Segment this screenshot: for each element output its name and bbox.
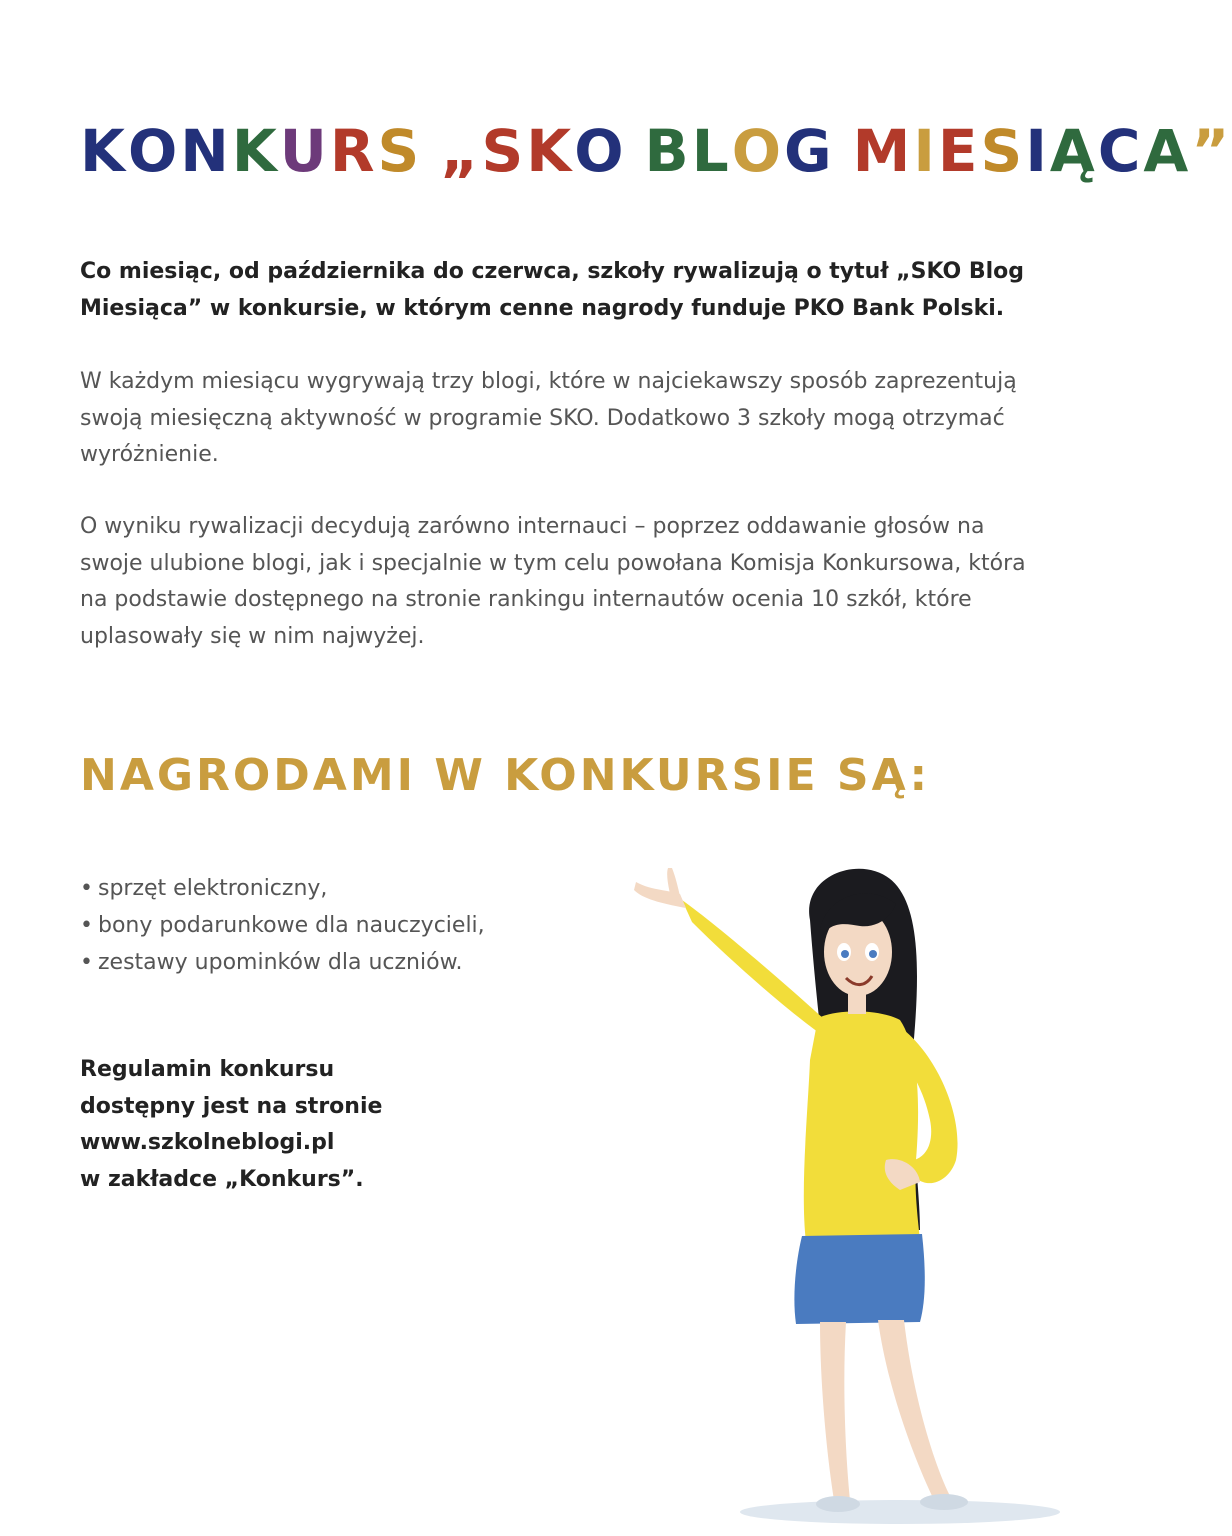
rules-link[interactable]: www.szkolneblogi.pl — [80, 1130, 335, 1155]
lead-line: Co miesiąc, od października do czerwca, szkoły rywalizują o tytuł „SKO Blog — [80, 259, 1025, 284]
title-letter: C — [1097, 117, 1144, 185]
bullet: • — [80, 876, 93, 901]
title-letter: B — [644, 117, 692, 185]
title-letter: I — [1025, 117, 1050, 185]
body-line: swoje ulubione blogi, jak i specjalnie w tym celu powołana Komisja Konkursowa, która — [80, 550, 1026, 576]
lead-line: Miesiąca” w konkursie, w którym cenne nagrody funduje PKO Bank Polski. — [80, 295, 1005, 321]
title-letter: G — [784, 117, 835, 185]
list-item — [80, 870, 485, 907]
title-letter: S — [377, 117, 423, 185]
title-letter: S — [481, 117, 527, 185]
title-letter: S — [980, 117, 1026, 185]
list-item — [80, 944, 485, 981]
title-letter: I — [913, 117, 938, 185]
title-letter — [835, 112, 853, 190]
rules-note — [80, 1052, 382, 1198]
body-line: na podstawie dostępnego na stronie rankingu internautów ocenia 10 szkół, które — [80, 587, 972, 612]
title-letter: O — [127, 117, 181, 185]
title-letter: O — [574, 117, 627, 185]
title-letter: K — [80, 117, 128, 185]
body-paragraph-1 — [80, 364, 1017, 474]
title-letter: A — [1143, 117, 1192, 185]
lead-paragraph — [80, 254, 1025, 327]
rules-line: Regulamin konkursu — [80, 1057, 335, 1082]
title-letter: K — [231, 117, 280, 185]
body-paragraph-2 — [80, 509, 1026, 655]
list-item-text: bony podarunkowe dla nauczycieli, — [98, 913, 485, 938]
bullet: • — [80, 950, 93, 975]
list-item-text: zestawy upominków dla uczniów. — [98, 950, 463, 975]
title-letter: M — [852, 117, 914, 185]
page-title — [80, 112, 1232, 190]
list-item-text: sprzęt elektroniczny, — [98, 876, 328, 901]
rules-line: dostępny jest na stronie — [80, 1093, 383, 1119]
girl-illustration-icon — [620, 860, 1060, 1536]
bullet: • — [80, 913, 93, 938]
body-line: uplasowały się w nim najwyżej. — [80, 623, 425, 649]
title-letter: R — [329, 117, 378, 185]
rules-line: w zakładce „Konkurs”. — [80, 1166, 364, 1192]
list-item — [80, 907, 485, 944]
title-letter: ” — [1191, 117, 1232, 185]
title-letter — [627, 112, 645, 190]
title-letter: O — [731, 117, 784, 185]
title-letter — [422, 112, 440, 190]
title-letter: U — [279, 117, 330, 185]
title-letter: „ — [440, 117, 482, 185]
title-letter: K — [526, 117, 575, 185]
body-line: O wyniku rywalizacji decydują zarówno internauci – poprzez oddawanie głosów na — [80, 514, 985, 539]
prizes-heading: NAGRODAMI W KONKURSIE SĄ: — [80, 750, 931, 801]
body-line: swoją miesięczną aktywność w programie SKO. Dodatkowo 3 szkoły mogą otrzymać — [80, 405, 1005, 431]
body-line: W każdym miesiącu wygrywają trzy blogi, które w najciekawszy sposób zaprezentują — [80, 369, 1017, 394]
prize-list — [80, 870, 485, 981]
title-letter: E — [937, 117, 981, 185]
body-line: wyróżnienie. — [80, 442, 219, 467]
title-letter: L — [691, 117, 732, 185]
title-letter: N — [180, 117, 232, 185]
title-letter: Ą — [1049, 117, 1098, 185]
